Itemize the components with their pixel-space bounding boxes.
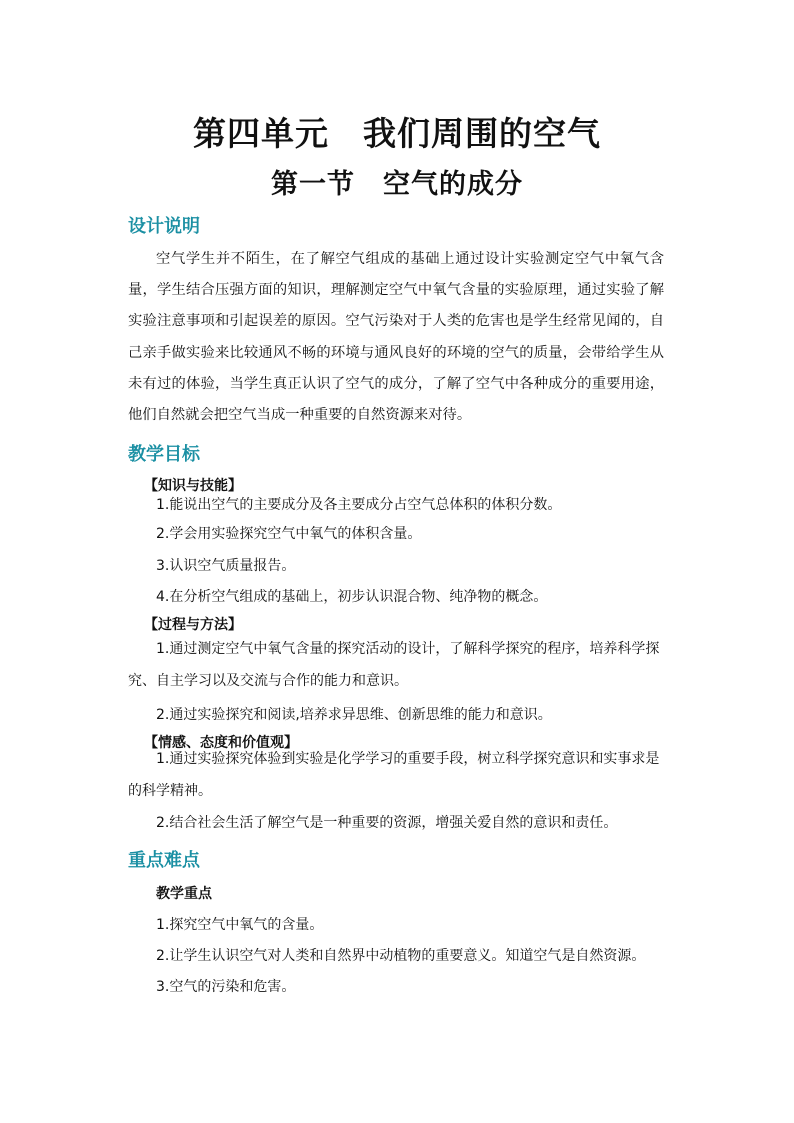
knowledge-item-4: 4.在分析空气组成的基础上，初步认识混合物、纯净物的概念。 (156, 589, 548, 605)
design-paragraph: 空气学生并不陌生，在了解空气组成的基础上通过设计实验测定空气中氧气含量，学生结合压强方面的知识，理解测定空气中氧气含量的实验原理，通过实验了解实验注意事项和引起误差的原因。空气污染对于人类的危害也是学生经常见闻的，自己亲手做实验来比较通风不畅的环境与通风良好的环境的空气的质量，会带给学生从未有过的体验，当学生真正认识了空气的成分，了解了空气中各种成分的重要用途，他们自然就会把空气当成一种重要的自然资源来对待。 (128, 251, 664, 424)
goals-heading: 教学目标 (128, 444, 200, 465)
knowledge-item-3: 3.认识空气质量报告。 (156, 558, 296, 574)
emotion-label: 【情感、态度和价值观】 (144, 735, 298, 751)
key-subheading: 教学重点 (156, 886, 212, 902)
key-item-3: 3.空气的污染和危害。 (156, 979, 296, 995)
knowledge-item-2: 2.学会用实验探究空气中氧气的体积含量。 (156, 526, 422, 542)
knowledge-item-1: 1.能说出空气的主要成分及各主要成分占空气总体积的体积分数。 (156, 497, 562, 513)
emotion-item-2: 2.结合社会生活了解空气是一种重要的资源，增强关爱自然的意识和责任。 (156, 815, 618, 831)
emotion-item-1: 1.通过实验探究体验到实验是化学学习的重要手段，树立科学探究意识和实事求是的科学精神。 (128, 751, 660, 799)
unit-title: 第四单元 我们周围的空气 (193, 114, 601, 153)
key-item-1: 1.探究空气中氧气的含量。 (156, 917, 324, 933)
key-heading: 重点难点 (128, 850, 200, 871)
process-label: 【过程与方法】 (144, 617, 242, 633)
process-item-1: 1.通过测定空气中氧气含量的探究活动的设计，了解科学探究的程序，培养科学探究、自主学习以及交流与合作的能力和意识。 (128, 641, 660, 689)
section-title: 第一节 空气的成分 (271, 169, 523, 200)
knowledge-label: 【知识与技能】 (144, 478, 242, 494)
design-heading: 设计说明 (128, 216, 200, 237)
key-item-2: 2.让学生认识空气对人类和自然界中动植物的重要意义。知道空气是自然资源。 (156, 948, 646, 964)
process-item-2: 2.通过实验探究和阅读,培养求异思维、创新思维的能力和意识。 (156, 707, 552, 723)
